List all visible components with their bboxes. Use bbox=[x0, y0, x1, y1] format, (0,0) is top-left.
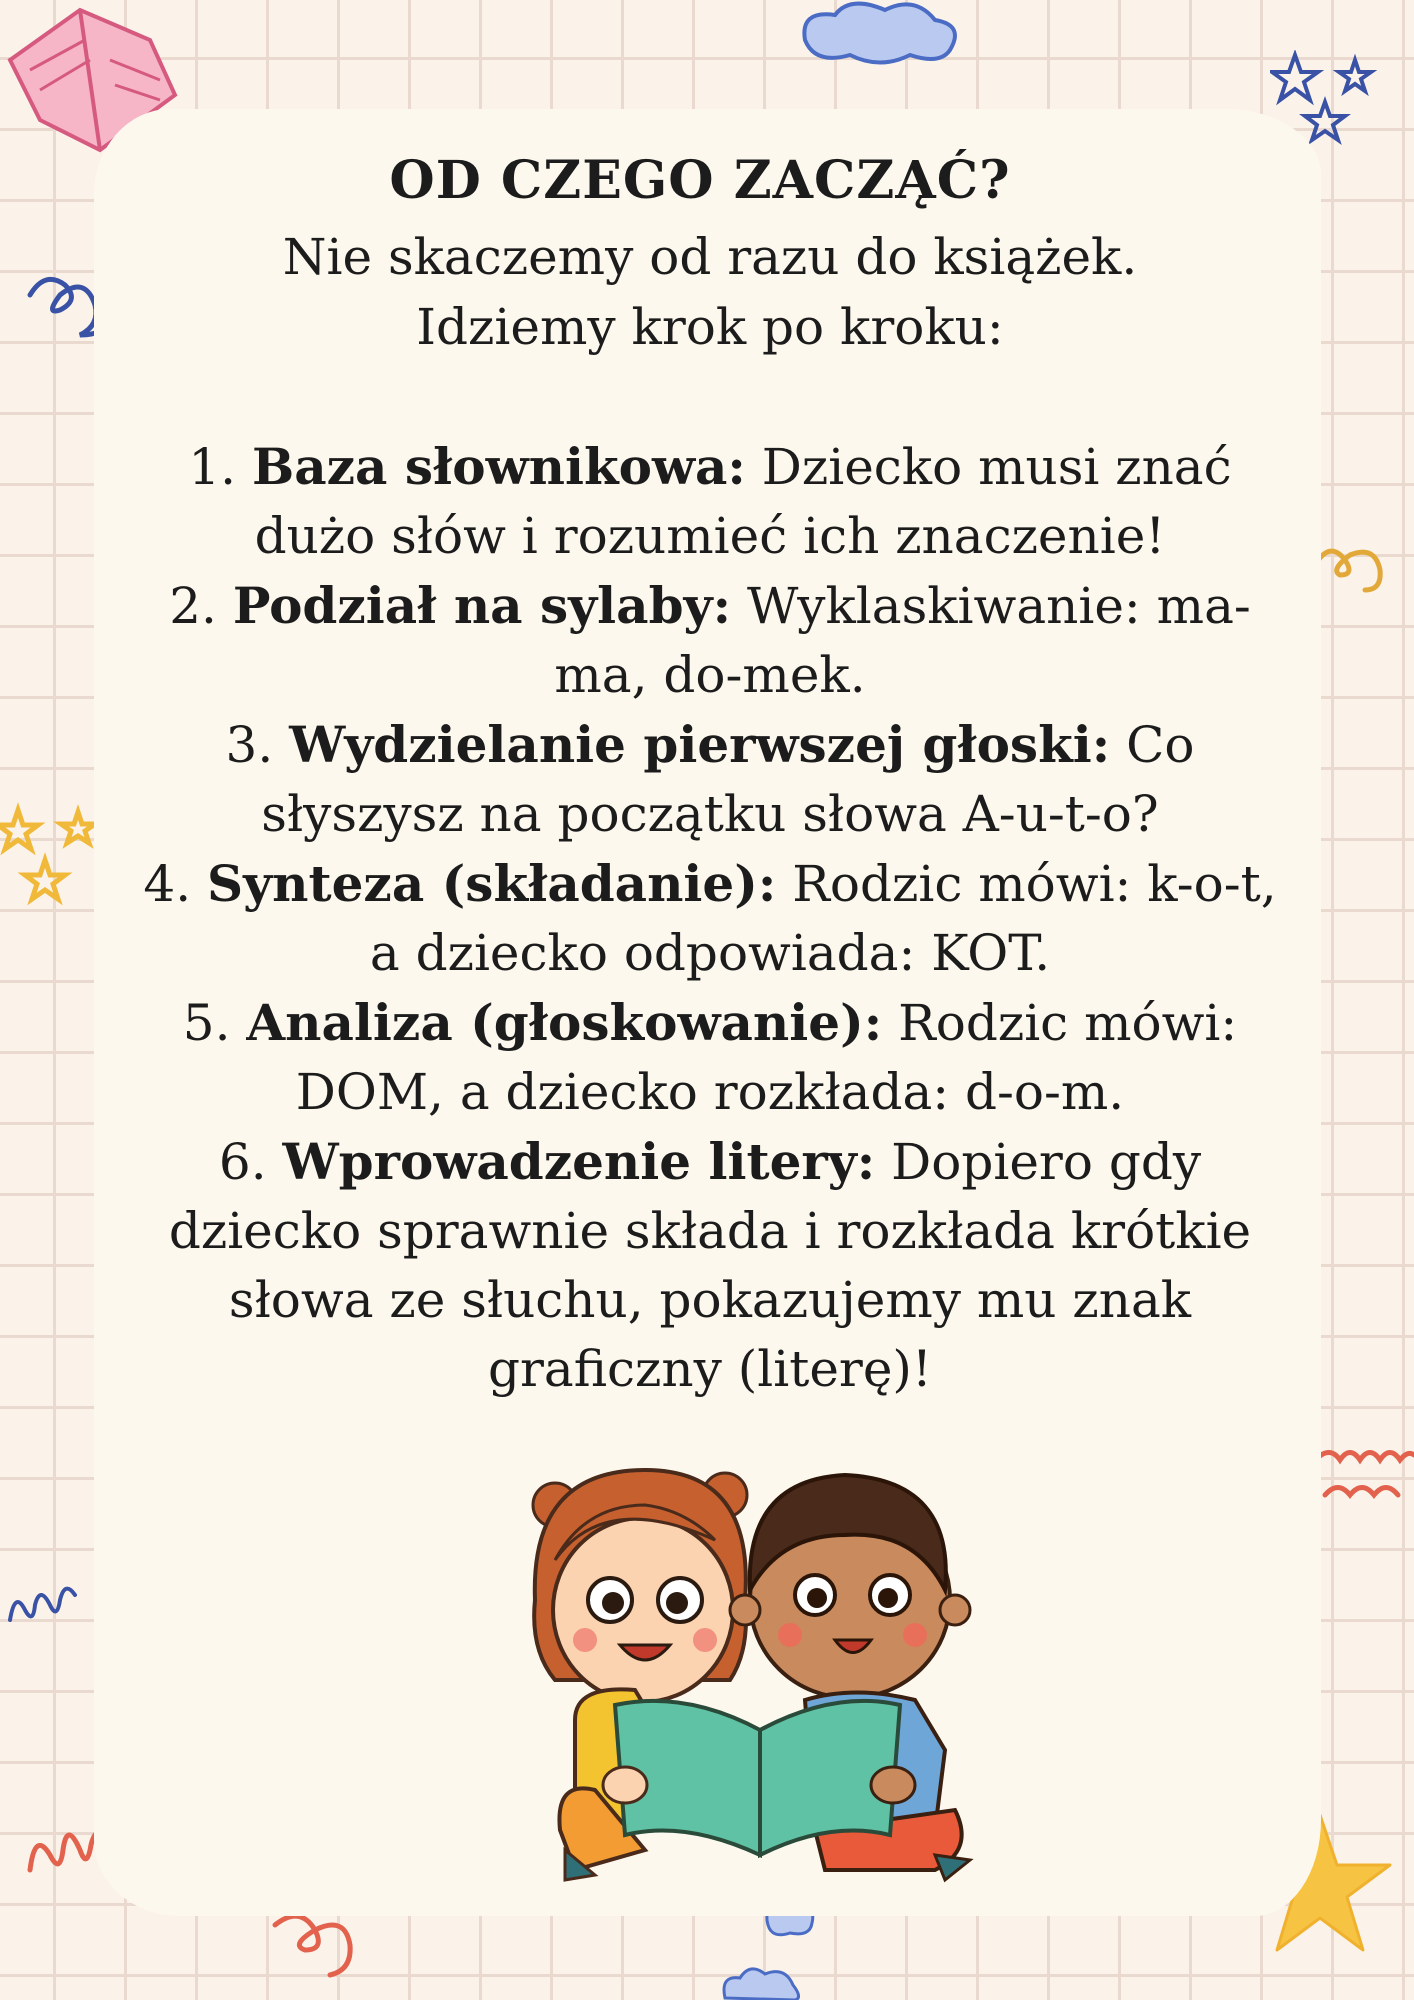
list-item bbox=[130, 1127, 1290, 1404]
swirl-icon bbox=[5, 1580, 85, 1630]
step-label: Baza słownikowa: bbox=[252, 437, 746, 497]
step-number: 6. bbox=[218, 1133, 267, 1192]
step-number: 3. bbox=[225, 716, 274, 775]
swirl-icon bbox=[1310, 540, 1400, 600]
step-label: Wydzielanie pierwszej głoski: bbox=[289, 715, 1111, 775]
open-book-icon bbox=[603, 1701, 915, 1855]
step-label: Podział na sylaby: bbox=[232, 576, 732, 636]
intro-text bbox=[130, 222, 1290, 362]
steps-list bbox=[130, 432, 1290, 1404]
swirl-icon bbox=[1310, 1440, 1414, 1520]
step-number: 4. bbox=[143, 855, 192, 914]
cloud-icon bbox=[790, 0, 970, 70]
list-item bbox=[130, 571, 1290, 710]
step-label: Synteza (składanie): bbox=[207, 854, 777, 914]
content bbox=[130, 150, 1290, 1404]
step-text: Rodzic mówi: DOM, a dziecko rozkłada: d-o-m. bbox=[295, 994, 1238, 1122]
step-label: Wprowadzenie litery: bbox=[282, 1132, 876, 1192]
children-reading-illustration bbox=[515, 1450, 1005, 1890]
swirl-icon bbox=[270, 1905, 370, 1985]
step-number: 2. bbox=[169, 577, 217, 636]
list-item bbox=[130, 988, 1290, 1127]
step-number: 5. bbox=[182, 994, 231, 1053]
step-number: 1. bbox=[188, 438, 237, 497]
list-item bbox=[130, 432, 1290, 571]
step-text: Co słyszysz na początku słowa A-u-t-o? bbox=[261, 716, 1195, 844]
list-item bbox=[130, 710, 1290, 849]
step-label: Analiza (głoskowanie): bbox=[246, 993, 883, 1053]
star-icon bbox=[0, 800, 110, 920]
list-item bbox=[130, 849, 1290, 988]
step-text: Wyklaskiwanie: ma-ma, do-mek. bbox=[554, 577, 1251, 705]
step-text: Dziecko musi znać dużo słów i rozumieć ich znaczenie! bbox=[254, 438, 1232, 566]
step-text: Rodzic mówi: k-o-t, a dziecko odpowiada: KOT. bbox=[369, 855, 1277, 983]
page-title: OD CZEGO ZACZĄĆ? bbox=[389, 150, 1011, 211]
intro-line-1: Nie skaczemy od razu do książek. bbox=[282, 228, 1138, 287]
intro-line-2: Idziemy krok po kroku: bbox=[416, 298, 1004, 357]
cloud-icon bbox=[715, 1960, 805, 2000]
step-text: Dopiero gdy dziecko sprawnie składa i rozkłada krótkie słowa ze słuchu, pokazujemy mu znak graficzny (literę)! bbox=[168, 1133, 1252, 1399]
